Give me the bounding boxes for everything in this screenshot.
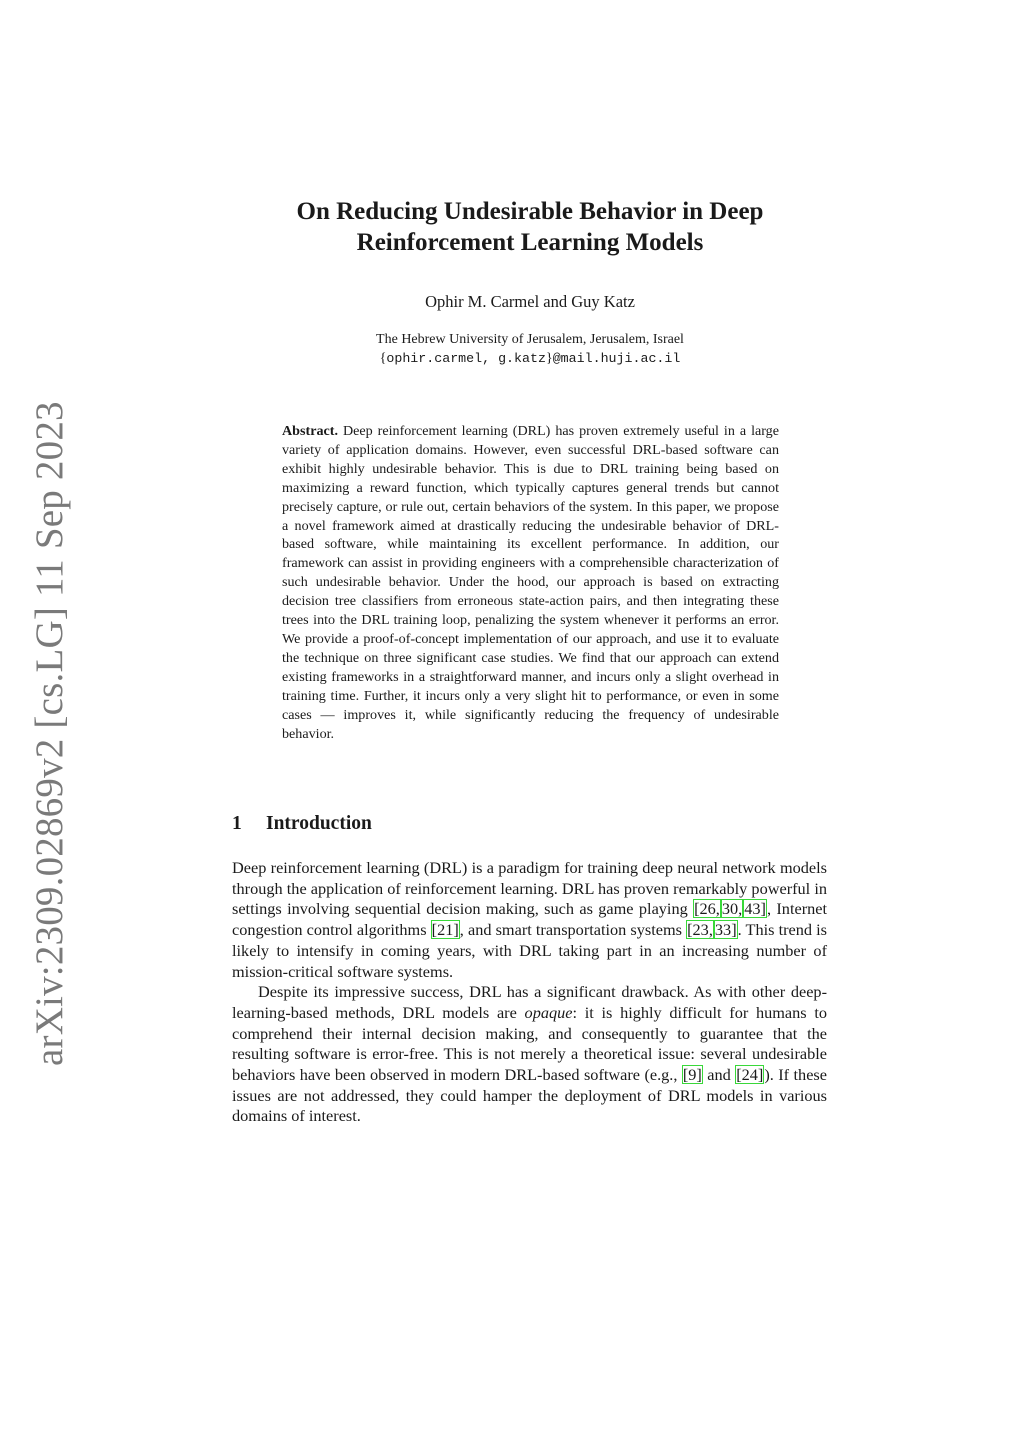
email-brace-open: { — [379, 351, 387, 366]
citation-link[interactable]: [23, — [687, 920, 713, 940]
author-list: Ophir M. Carmel and Guy Katz — [425, 292, 635, 311]
emphasis-opaque: opaque — [524, 1002, 573, 1022]
intro-paragraph-1 — [232, 858, 827, 982]
citation-link[interactable]: [21] — [431, 920, 459, 940]
para2-text-3: and — [702, 1065, 736, 1085]
affiliation-block — [160, 330, 900, 368]
para2-text-2: : it is highly difficult for humans to comprehend their internal decision making, and consequently to guarantee that the resulting software is error-free. This is not merely a theoretical issue: several undesirable behaviors have been observed in modern DRL-based software (e.g., — [232, 1002, 828, 1085]
paper-title-line-2: Reinforcement Learning Models — [356, 229, 704, 256]
email-brace-close: } — [545, 351, 553, 366]
para2-text-1: Despite its impressive success, DRL has a significant drawback. As with other deep-learning-based methods, DRL models are — [232, 982, 827, 1022]
para1-text-2: , Internet congestion control algorithms — [232, 899, 828, 940]
para1-text-4: . This trend is likely to intensify in coming years, with DRL taking part in an increasing number of mission-critical software systems. — [232, 920, 827, 981]
citation-link[interactable]: 33] — [714, 920, 737, 940]
section-number: 1 — [232, 813, 242, 834]
citation-link[interactable]: 30, — [721, 899, 743, 919]
paper-title-line-1: On Reducing Undesirable Behavior in Deep — [296, 198, 764, 225]
citation-link[interactable]: [24] — [736, 1065, 764, 1085]
arxiv-identifier-stamp: arXiv:2309.02869v2 [cs.LG] 11 Sep 2023 — [28, 401, 71, 1066]
email-domain: @mail.huji.ac.il — [552, 351, 681, 366]
citation-link[interactable]: [9] — [682, 1065, 702, 1085]
abstract-label: Abstract. — [282, 423, 338, 439]
abstract-text: Deep reinforcement learning (DRL) has proven extremely useful in a large variety of application domains. However, even successful DRL-based software can exhibit highly undesirable behavior. This is due to DRL training being based on maximizing a reward function, which typically captures general trends but cannot precisely capture, or rule out, certain behaviors of the system. In this paper, we propose a novel framework aimed at drastically reducing the undesirable behavior of DRL-based software, while maintaining its excellent performance. In addition, our framework can assist in providing engineers with a comprehensible characterization of such undesirable behavior. Under the hood, our approach is based on extracting decision tree classifiers from erroneous state-action pairs, and then integrating these trees into the DRL training loop, penalizing the system whenever it performs an error. We provide a proof-of-concept implementation of our approach, and use it to evaluate the technique on three significant case studies. We find that our approach can extend existing frameworks in a straightforward manner, and incurs only a slight overhead in training time. Further, it incurs only a very slight hit to performance, or even in some cases — improves it, while significantly reducing the frequency of undesirable behavior. — [282, 423, 779, 742]
email-names: ophir.carmel, g.katz — [386, 351, 546, 366]
introduction-body — [232, 858, 827, 1127]
para1-text-1: Deep reinforcement learning (DRL) is a paradigm for training deep neural network models through the application of reinforcement learning. DRL has proven remarkably powerful in settings involving sequential decision making, such as game playing — [232, 858, 827, 919]
section-heading-introduction — [232, 813, 832, 835]
para1-text-3: , and smart transportation systems — [459, 920, 687, 940]
para2-text-4: ). If these issues are not addressed, they could hamper the deployment of DRL models in various domains of interest. — [232, 1065, 827, 1126]
section-title: Introduction — [266, 813, 372, 834]
email-line — [160, 349, 900, 368]
intro-paragraph-2 — [232, 982, 827, 1127]
affiliation-line: The Hebrew University of Jerusalem, Jerusalem, Israel — [376, 332, 684, 347]
citation-link[interactable]: 43] — [744, 899, 766, 919]
citation-link[interactable]: [26, — [694, 899, 720, 919]
paper-title — [160, 196, 900, 258]
abstract — [282, 422, 779, 743]
